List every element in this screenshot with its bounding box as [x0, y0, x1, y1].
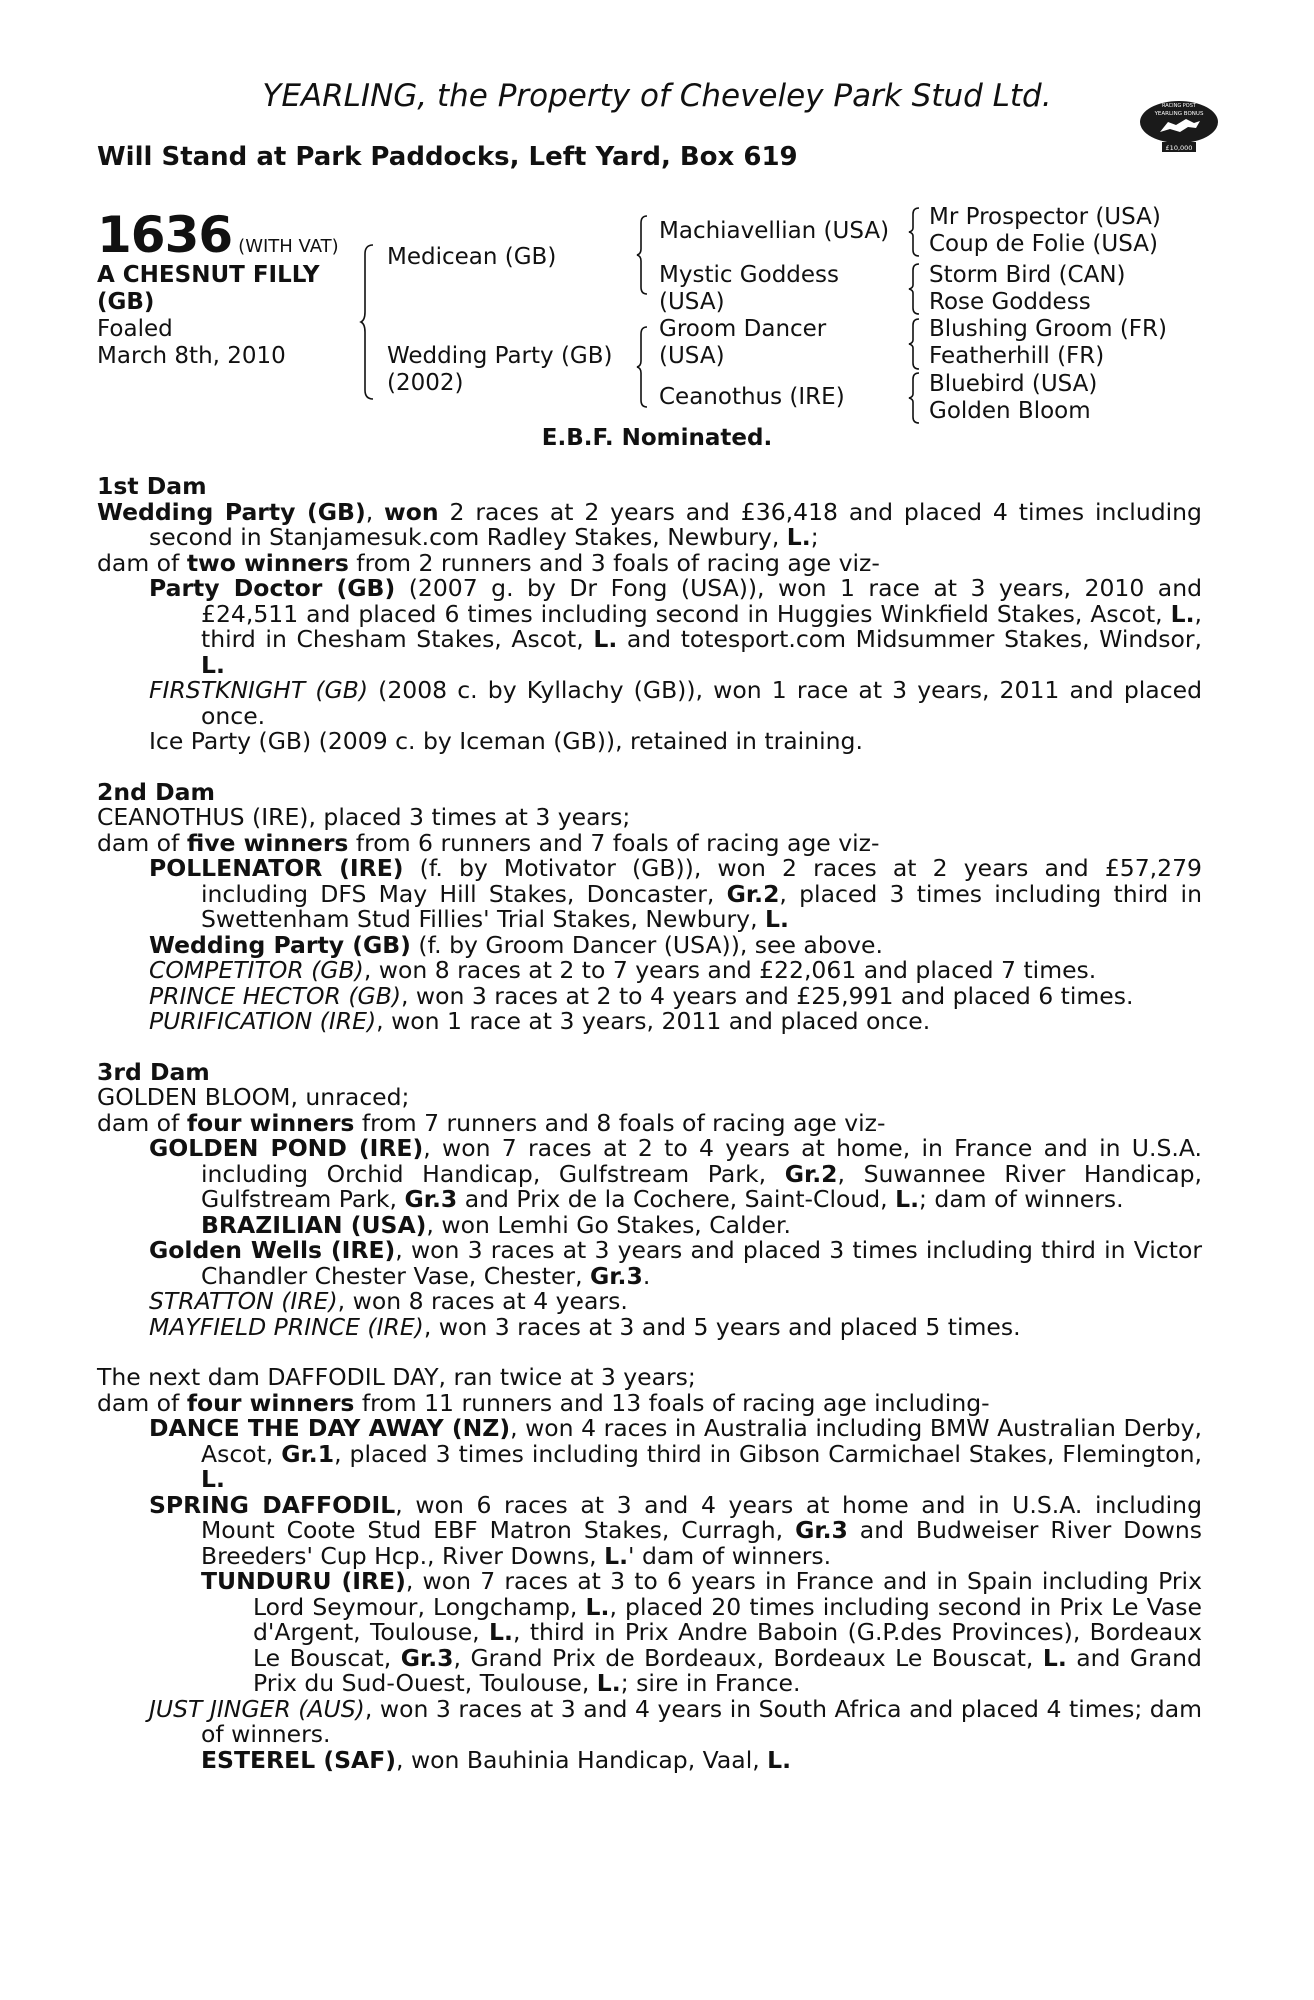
first-dam-entry: Wedding Party (GB), won 2 races at 2 years and £36,418 and placed 4 times including second in Stanjamesuk.com Radley Stakes, Newbury, L.;: [97, 497, 1202, 551]
sire-dam-line1: Mystic Goddess: [659, 262, 840, 288]
pedigree-brace-g3: [908, 317, 922, 371]
badge-line1: RACING POST: [1162, 103, 1196, 109]
party-doctor-entry: Party Doctor (GB) (2007 g. by Dr Fong (USA)), won 1 race at 3 years, 2010 and £24,511 and placed 6 times including second in Huggies Winkfield Stakes, Ascot, L., third in Chesham Stakes, Ascot, L. and totesport.com Midsummer Stakes, Windsor, L.: [149, 574, 1202, 679]
lot-number: [97, 206, 339, 264]
dance-the-day-away-entry: DANCE THE DAY AWAY (NZ), won 4 races in Australia including BMW Australian Derby, Ascot, Gr.1, placed 3 times including third in Gibson Carmichael Stakes, Flemington, L.: [149, 1414, 1202, 1493]
golden-pond-entry: GOLDEN POND (IRE), won 7 races at 2 to 4 years at home, in France and in U.S.A. including Orchid Handicap, Gulfstream Park, Gr.2, Suwannee River Handicap, Gulfstream Park, Gr.3 and Prix de la Cochere, Saint-Cloud, L.; dam of winners.: [149, 1134, 1202, 1213]
stratton-entry: STRATTON (IRE), won 8 races at 4 years.: [149, 1287, 628, 1315]
dam-sire-line2: (USA): [659, 343, 725, 369]
sire-name: Medicean (GB): [387, 244, 557, 270]
firstknight-entry: FIRSTKNIGHT (GB) (2008 c. by Kyllachy (GB)), won 1 race at 3 years, 2011 and placed once.: [149, 676, 1202, 730]
sire-sire: Machiavellian (USA): [659, 218, 890, 244]
golden-wells-entry: Golden Wells (IRE), won 3 races at 3 years and placed 3 times including third in Victor Chandler Chester Vase, Chester, Gr.3.: [149, 1236, 1202, 1290]
dds: Bluebird (USA): [929, 371, 1098, 397]
dam-sections: [97, 474, 1202, 1773]
badge-line3: £10,000: [1165, 144, 1193, 152]
wedding-party-entry: Wedding Party (GB) (f. by Groom Dancer (USA)), see above.: [149, 930, 883, 959]
next-dam-produce: dam of four winners from 11 runners and 13 foals of racing age including-: [97, 1388, 990, 1417]
sire-dam-line2: (USA): [659, 289, 725, 315]
sds: Storm Bird (CAN): [929, 262, 1126, 288]
pedigree-brace-g1: [908, 206, 922, 258]
foaled-label: Foaled: [97, 316, 173, 342]
dsd: Featherhill (FR): [929, 343, 1105, 369]
first-dam-heading: 1st Dam: [97, 472, 207, 500]
second-dam-produce: dam of five winners from 6 runners and 7 foals of racing age viz-: [97, 828, 880, 857]
pedigree-brace-sire: [636, 214, 650, 296]
dam-dam: Ceanothus (IRE): [659, 384, 845, 410]
sdd: Rose Goddess: [929, 289, 1091, 315]
third-dam-entry: GOLDEN BLOOM, unraced;: [97, 1083, 410, 1111]
third-dam-heading: 3rd Dam: [97, 1057, 210, 1086]
purification-entry: PURIFICATION (IRE), won 1 race at 3 years, 2011 and placed once.: [149, 1007, 931, 1035]
third-dam-produce: dam of four winners from 7 runners and 8 foals of racing age viz-: [97, 1108, 886, 1137]
pedigree-brace-g2: [908, 262, 922, 316]
esterel-entry: ESTEREL (SAF), won Bauhinia Handicap, Vaal, L.: [201, 1745, 792, 1774]
lot-number-value: 1636: [97, 206, 233, 264]
pollenator-entry: POLLENATOR (IRE) (f. by Motivator (GB)), won 2 races at 2 years and £57,279 including DFS May Hill Stakes, Doncaster, Gr.2, placed 3 times including third in Swettenham Stud Fillies' Trial Stakes, Newbury, L.: [149, 854, 1203, 933]
pedigree-brace-g4: [908, 371, 922, 425]
foaled-date: March 8th, 2010: [97, 343, 286, 369]
second-dam-entry: CEANOTHUS (IRE), placed 3 times at 3 years;: [97, 803, 631, 831]
ice-party-entry: Ice Party (GB) (2009 c. by Iceman (GB)), retained in training.: [149, 727, 863, 755]
next-dam-entry: The next dam DAFFODIL DAY, ran twice at 3 years;: [97, 1363, 696, 1391]
tunduru-entry: TUNDURU (IRE), won 7 races at 3 to 6 years in France and in Spain including Prix Lord Seymour, Longchamp, L., placed 20 times including second in Prix Le Vase d'Argent, Toulouse, L., third in Prix Andre Baboin (G.P.des Provinces), Bordeaux Le Bouscat, Gr.3, Grand Prix de Bordeaux, Bordeaux Le Bouscat, L. and Grand Prix du Sud-Ouest, Toulouse, L.; sire in France.: [201, 1567, 1203, 1697]
first-dam-produce: dam of two winners from 2 runners and 3 foals of racing age viz-: [97, 548, 880, 577]
ddd: Golden Bloom: [929, 398, 1091, 424]
competitor-entry: COMPETITOR (GB), won 8 races at 2 to 7 years and £22,061 and placed 7 times.: [149, 956, 1097, 984]
sss: Mr Prospector (USA): [929, 204, 1161, 230]
prince-hector-entry: PRINCE HECTOR (GB), won 3 races at 2 to 4 years and £25,991 and placed 6 times.: [149, 981, 1134, 1010]
ssd: Coup de Folie (USA): [929, 231, 1158, 257]
stand-location: Will Stand at Park Paddocks, Left Yard, Box 619: [97, 142, 798, 172]
pedigree-brace-main: [360, 242, 376, 402]
horse-name-line2: (GB): [97, 289, 155, 315]
vat-label: (WITH VAT): [238, 236, 339, 257]
dam-name-line2: (2002): [387, 370, 464, 396]
horse-name-line1: A CHESNUT FILLY: [97, 262, 320, 288]
second-dam-heading: 2nd Dam: [97, 777, 215, 806]
mayfield-prince-entry: MAYFIELD PRINCE (IRE), won 3 races at 3 and 5 years and placed 5 times.: [149, 1312, 1021, 1341]
brazilian-entry: BRAZILIAN (USA), won Lemhi Go Stakes, Calder.: [201, 1210, 791, 1239]
yearling-bonus-badge: [1138, 98, 1220, 154]
ebf-nominated: E.B.F. Nominated.: [541, 425, 773, 451]
pedigree-brace-dam: [636, 325, 650, 409]
catalogue-title: YEARLING, the Property of Cheveley Park Stud Ltd.: [262, 78, 1052, 114]
dam-name-line1: Wedding Party (GB): [387, 343, 613, 369]
badge-line2: YEARLING BONUS: [1154, 111, 1204, 117]
dss: Blushing Groom (FR): [929, 316, 1167, 342]
spring-daffodil-entry: SPRING DAFFODIL, won 6 races at 3 and 4 years at home and in U.S.A. including Mount Coote Stud EBF Matron Stakes, Curragh, Gr.3 and Budweiser River Downs Breeders' Cup Hcp., River Downs, L.' dam of winners.: [149, 1490, 1202, 1570]
just-jinger-entry: JUST JINGER (AUS), won 3 races at 3 and 4 years in South Africa and placed 4 times; dam of winners.: [149, 1694, 1202, 1748]
dam-sire-line1: Groom Dancer: [659, 316, 827, 342]
